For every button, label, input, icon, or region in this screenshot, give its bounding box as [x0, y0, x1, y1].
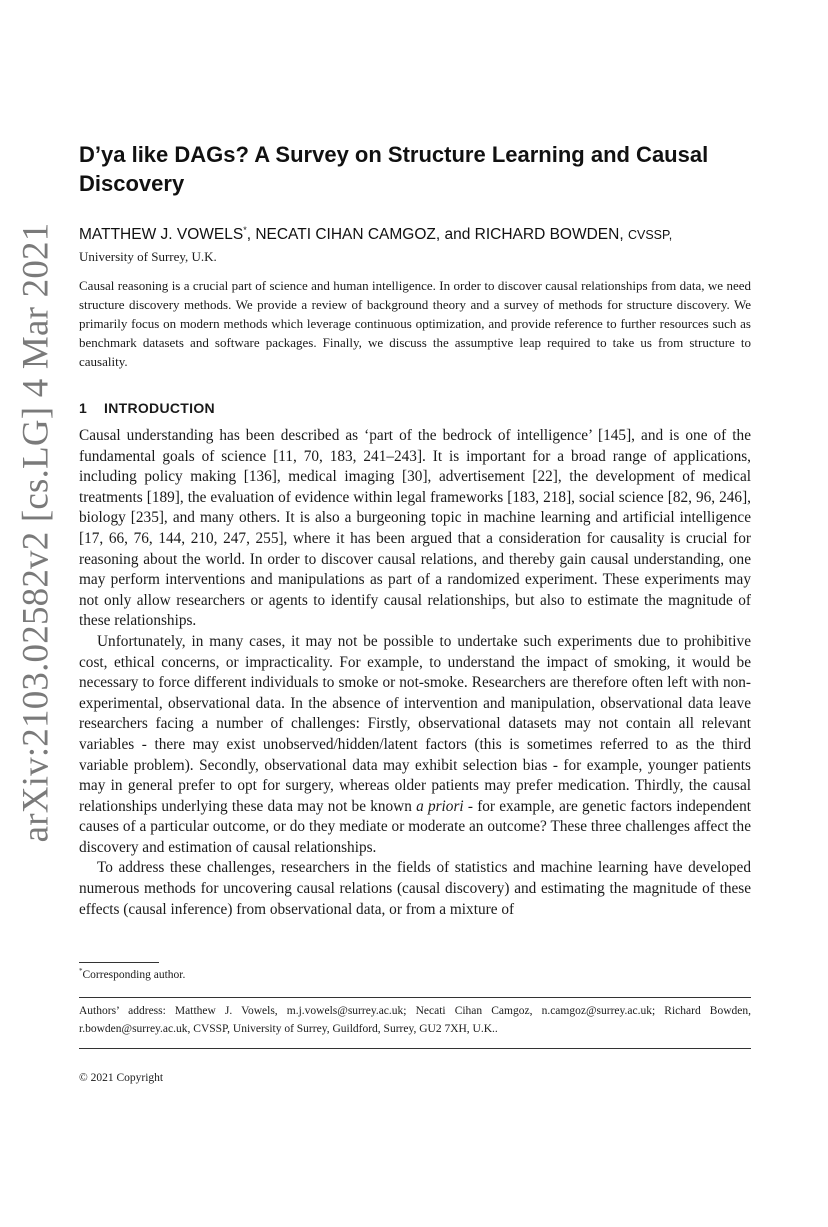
section-number: 1	[79, 400, 88, 416]
footnote-mark: *	[79, 967, 83, 975]
paragraph-2	[79, 632, 751, 859]
paragraph-2-text-a: Unfortunately, in many cases, it may not be possible to undertake such experiments due to prohibitive cost, ethical concerns, or impracticality. For example, to understand the impact of smoking, it would be necessary to force different individuals to smoke or not-smoke. Researchers are therefore often left with non-experimental, observational data. In the absence of intervention and manipulation, observational data leave researchers facing a number of challenges: Firstly, observational datasets may not contain all relevant variables - there may exist unobserved/hidden/latent factors (this is sometimes referred to as the third variable problem). Secondly, observational data may exhibit selection bias - for example, younger patients may in general prefer to opt for surgery, whereas older patients may prefer medication. Thirdly, the causal relationships underlying these data may not be known	[79, 632, 751, 815]
paragraph-2-emphasis: a priori	[416, 797, 464, 815]
paper-title: D’ya like DAGs? A Survey on Structure Learning and Causal Discovery	[79, 142, 709, 196]
footnote-text: Corresponding author.	[82, 968, 186, 981]
section-title: INTRODUCTION	[104, 400, 215, 416]
first-author: MATTHEW J. VOWELS	[79, 226, 244, 244]
arxiv-sidebar-stamp	[2, 212, 70, 852]
body-text	[79, 426, 751, 920]
section-heading	[79, 400, 215, 416]
abstract: Causal reasoning is a crucial part of science and human intelligence. In order to discover causal relationships from data, we need structure discovery methods. We provide a review of background theory and a survey of methods for structure discovery. We primarily focus on modern methods which leverage continuous optimization, and provide reference to further resources such as benchmark datasets and software packages. Finally, we discuss the assumptive leap required to take us from structure to causality.	[79, 278, 751, 369]
author-lab: CVSSP,	[627, 228, 673, 243]
arxiv-id-text: arXiv:2103.02582v2 [cs.LG] 4 Mar 2021	[15, 222, 57, 842]
authors-address: Authors’ address: Matthew J. Vowels, m.j.vowels@surrey.ac.uk; Necati Cihan Camgoz, n.camgoz@surrey.ac.uk; Richard Bowden, r.bowden@surrey.ac.uk, CVSSP, University of Surrey, Guildford, Surrey, GU2 7XH, U.K..	[79, 1005, 751, 1035]
corresponding-author-mark: *	[243, 225, 247, 235]
affiliation: University of Surrey, U.K.	[79, 249, 217, 264]
copyright-notice: © 2021 Copyright	[79, 1072, 164, 1084]
address-rule-bottom	[79, 1048, 751, 1049]
paragraph-3: To address these challenges, researchers in the fields of statistics and machine learning have developed numerous methods for uncovering causal relations (causal discovery) and estimating the magnitude of these effects (causal inference) from observational data, or from a mixture of	[79, 859, 751, 918]
other-authors: , NECATI CIHAN CAMGOZ, and RICHARD BOWDEN,	[246, 226, 628, 244]
paragraph-1: Causal understanding has been described as ‘part of the bedrock of intelligence’ [145], and is one of the fundamental goals of science [11, 70, 183, 241–243]. It is important for a broad range of applications, including policy making [136], medical imaging [30], advertisement [22], the development of medical treatments [189], the evaluation of evidence within legal frameworks [183, 218], social science [82, 96, 246], biology [235], and many others. It is also a burgeoning topic in machine learning and artificial intelligence [17, 66, 76, 144, 210, 247, 255], where it has been argued that a consideration for causality is crucial for reasoning about the world. In order to discover causal relations, and thereby gain causal understanding, one may perform interventions and manipulations as part of a randomized experiment. These experiments may not only allow researchers or agents to identify causal relationships, but also to estimate the magnitude of these relationships.	[79, 427, 751, 630]
address-rule-top	[79, 997, 751, 998]
paragraph-2-text-b: - for example, are genetic factors independent causes of a particular outcome, or do they mediate or moderate an outcome? These three challenges affect the discovery and estimation of causal relationships.	[79, 797, 751, 856]
author-list	[79, 225, 779, 244]
footnote	[79, 967, 185, 981]
footnote-rule	[79, 962, 159, 963]
